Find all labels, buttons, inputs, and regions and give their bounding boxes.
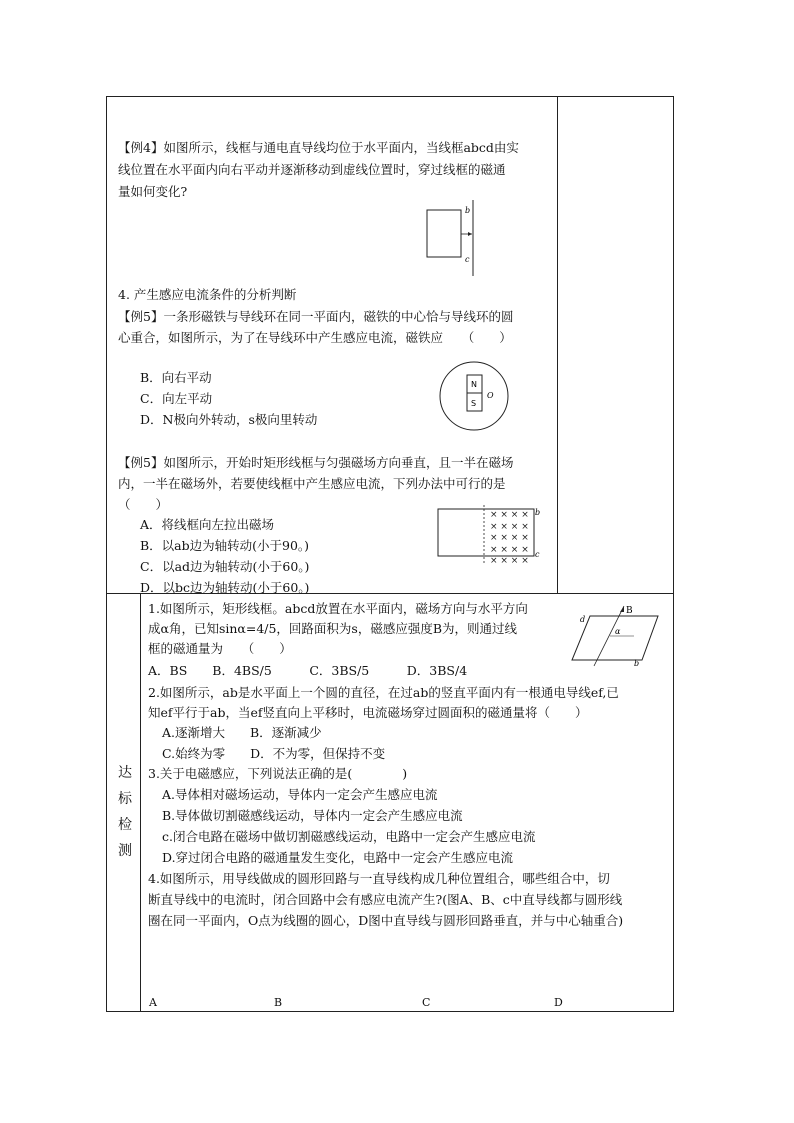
q4-figure-label-d: D bbox=[554, 996, 563, 1009]
ex5b-line2: 内，一半在磁场外，若要使线框中产生感应电流，下列办法中可行的是 bbox=[118, 476, 506, 491]
q1-options: A．BS B．4BS/5 C．3BS/5 D．3BS/4 bbox=[148, 663, 468, 678]
ex5b-label-c: c bbox=[535, 550, 540, 559]
side-label-char: 测 bbox=[118, 843, 132, 859]
q2-line1: 2.如图所示，ab是水平面上一个圆的直径，在过ab的竖直平面内有一根通电导线ef,已 bbox=[148, 685, 619, 700]
q1-field-arrow bbox=[620, 606, 624, 612]
q1-line2: 成α角，已知sinα=4/5，回路面积为s，磁感应强度B为，则通过线 bbox=[148, 621, 518, 636]
section4-title: 4. 产生感应电流条件的分析判断 bbox=[118, 287, 297, 302]
svg-text:× × × ×: × × × × bbox=[490, 545, 529, 555]
ex5a-label-n: N bbox=[471, 380, 477, 389]
q3-option-b: B.导体做切割磁感线运动，导体内一定会产生感应电流 bbox=[162, 808, 463, 823]
svg-text:× × × ×: × × × × bbox=[490, 522, 529, 532]
q2-line2: 知ef平行于ab，当ef竖直向上平移时，电流磁场穿过圆面积的磁通量将（ ） bbox=[148, 705, 588, 720]
q3-option-d: D.穿过闭合电路的磁通量发生变化，电路中一定会产生感应电流 bbox=[162, 850, 514, 865]
svg-text:× × × ×: × × × × bbox=[490, 533, 529, 543]
q2-options-cd: C.始终为零 D．不为零，但保持不变 bbox=[162, 746, 386, 761]
ex5a-option-b: B．向右平动 bbox=[140, 370, 212, 385]
q3-line1: 3.关于电磁感应，下列说法正确的是( ) bbox=[148, 766, 408, 781]
ex5b-line1: 【例5】如图所示，开始时矩形线框与匀强磁场方向垂直，且一半在磁场 bbox=[118, 455, 514, 470]
side-label-char: 标 bbox=[118, 791, 132, 807]
q3-option-c: c.闭合电路在磁场中做切割磁感线运动，电路中一定会产生感应电流 bbox=[162, 829, 536, 844]
ex4-line3: 量如何变化? bbox=[118, 184, 188, 199]
ex5b-line3: （ ） bbox=[118, 497, 169, 512]
ex5b-field-crosses bbox=[490, 510, 529, 566]
ex5a-option-c: C．向左平动 bbox=[140, 391, 213, 406]
ex5a-line2: 心重合，如图所示，为了在导线环中产生感应电流，磁铁应 （ ） bbox=[118, 330, 512, 345]
ex5b-label-b: b bbox=[535, 508, 541, 517]
q1-label-d: d bbox=[580, 615, 586, 624]
ex5b-option-c: C．以ad边为轴转动(小于60。) bbox=[140, 559, 310, 574]
ex5b-option-d: D．以bc边为轴转动(小于60。) bbox=[140, 580, 310, 595]
ex4-arrow-head bbox=[468, 232, 472, 236]
q4-figure-label-a: A bbox=[149, 996, 157, 1009]
ex5a-line1: 【例5】一条形磁铁与导线环在同一平面内，磁铁的中心恰与导线环的圆 bbox=[118, 309, 514, 324]
svg-text:× × × ×: × × × × bbox=[490, 510, 529, 520]
q4-line1: 4.如图所示，用导线做成的圆形回路与一直导线构成几种位置组合，哪些组合中，切 bbox=[148, 871, 610, 886]
svg-text:× × × ×: × × × × bbox=[490, 556, 529, 566]
side-label-char: 检 bbox=[118, 817, 132, 833]
ex4-figure bbox=[420, 198, 480, 278]
q3-option-a: A.导体相对磁场运动，导体内一定会产生感应电流 bbox=[162, 787, 438, 802]
ex5a-option-d: D．N极向外转动，s极向里转动 bbox=[140, 412, 318, 427]
column-divider-right bbox=[557, 96, 558, 593]
q1-label-alpha: α bbox=[615, 627, 621, 636]
q1-line1: 1.如图所示，矩形线框。abcd放置在水平面内，磁场方向与水平方向 bbox=[148, 601, 528, 616]
ex4-line1: 【例4】如图所示，线框与通电直导线均位于水平面内，当线框abcd由实 bbox=[118, 140, 519, 155]
q1-figure bbox=[568, 604, 664, 668]
ex5a-label-o: O bbox=[487, 391, 494, 400]
q4-figure-label-b: B bbox=[274, 996, 283, 1009]
q1-label-B: B bbox=[626, 606, 633, 616]
ex5a-label-s: S bbox=[471, 399, 477, 408]
side-label-char: 达 bbox=[118, 765, 132, 781]
ex4-label-c: c bbox=[465, 255, 470, 264]
ex4-line2: 线位置在水平面内向右平动并逐渐移动到虚线位置时，穿过线框的磁通 bbox=[118, 162, 506, 177]
side-label bbox=[114, 762, 136, 866]
ex5b-figure bbox=[436, 505, 540, 567]
q4-line2: 断直导线中的电流时，闭合回路中会有感应电流产生?(图A、B、c中直导线都与圆形线 bbox=[148, 892, 623, 907]
q4-line3: 圈在同一平面内，O点为线圈的圆心，D图中直导线与圆形回路垂直，并与中心轴重合) bbox=[148, 913, 624, 928]
ex4-label-b: b bbox=[465, 206, 471, 215]
ex5b-option-b: B．以ab边为轴转动(小于90。) bbox=[140, 538, 310, 553]
q1-line3: 框的磁通量为 （ ） bbox=[148, 641, 292, 656]
q4-figure-label-c: C bbox=[422, 996, 431, 1009]
q1-label-b: b bbox=[634, 659, 640, 668]
ex5a-wire-ring bbox=[440, 362, 508, 430]
ex5a-figure bbox=[436, 359, 516, 439]
column-divider-left bbox=[140, 593, 141, 1012]
ex5b-option-a: A．将线框向左拉出磁场 bbox=[140, 517, 275, 532]
q2-options-ab: A.逐渐增大 B．逐渐减少 bbox=[162, 725, 322, 740]
ex4-frame-rect bbox=[427, 210, 461, 257]
